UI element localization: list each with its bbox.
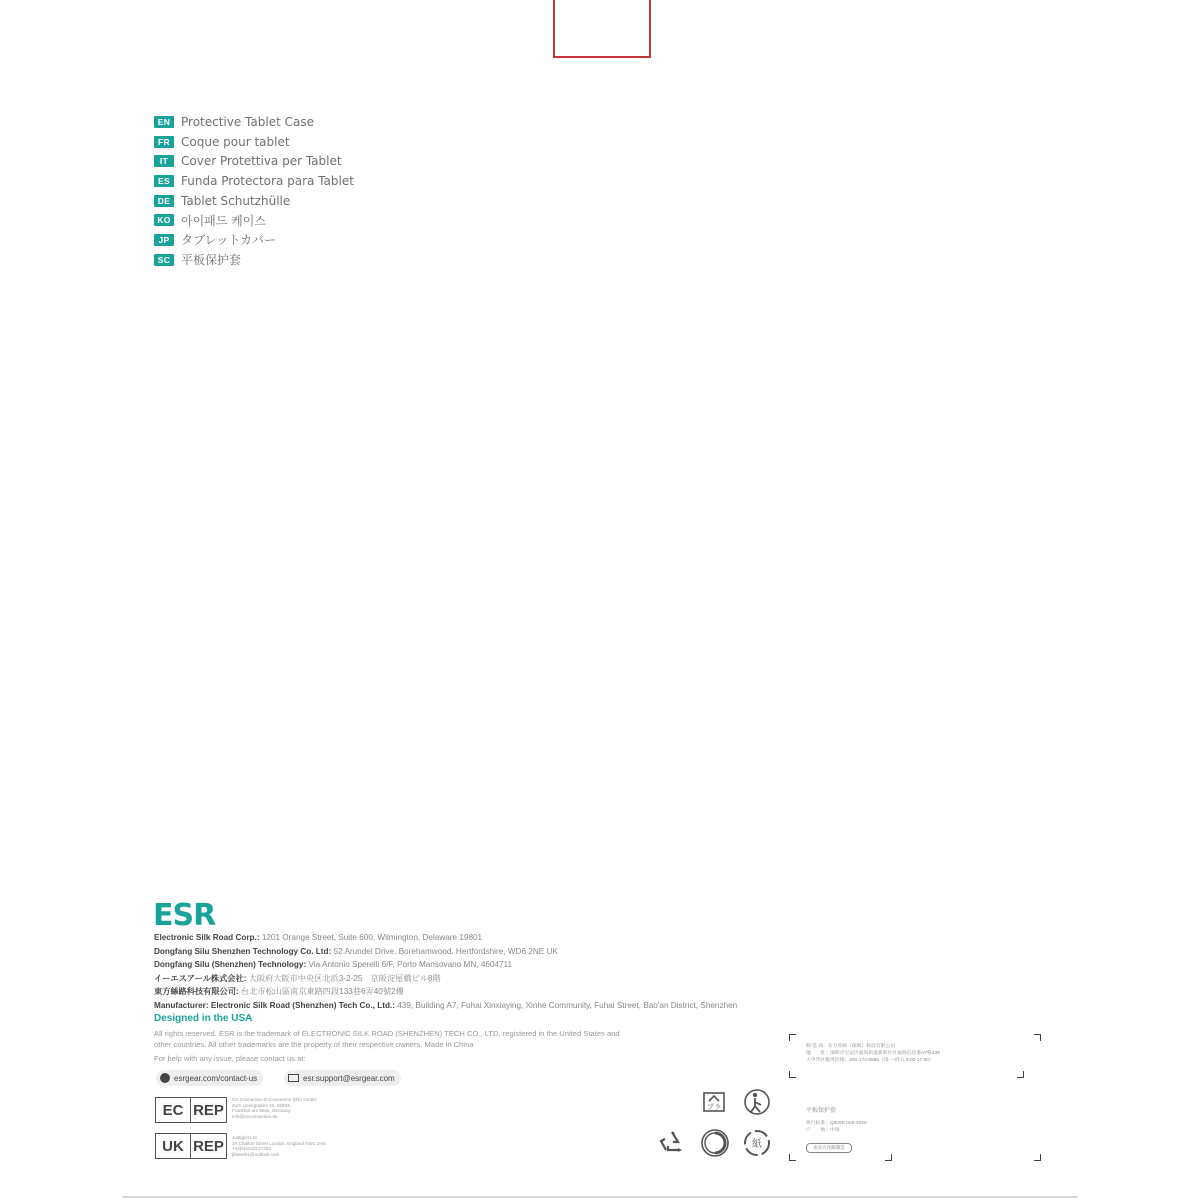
company-address: Via Antonio Sperelli 6/F, Porto Mansovano MN, 4604711	[306, 960, 513, 970]
language-code-badge: JP	[154, 234, 174, 246]
help-text: For help with any issue, please contact us at:	[154, 1054, 306, 1063]
language-code-badge: ES	[154, 175, 174, 187]
address-line	[154, 931, 834, 945]
address-line	[154, 945, 834, 959]
language-item	[154, 112, 354, 132]
red-outline-box	[553, 0, 651, 58]
language-item	[154, 191, 354, 211]
crop-mark	[1017, 1071, 1024, 1078]
esr-logo: ESR	[153, 898, 216, 933]
address-line	[154, 958, 834, 972]
language-item	[154, 151, 354, 171]
address-line	[154, 985, 834, 999]
rights-statement: All rights reserved. ESR is the trademark of ELECTRONIC SILK ROAD (SHENZHEN) TECH CO., LTD, registered in the United States and other countries. All other trademarks are the property of their respective owners. Made in China	[154, 1029, 620, 1049]
language-code-badge: SC	[154, 254, 174, 266]
language-product-name: Cover Protettiva per Tablet	[181, 154, 342, 169]
language-item	[154, 171, 354, 191]
cn-label-badge: 由东方丝路制造	[806, 1143, 852, 1153]
bottom-divider	[122, 1196, 1078, 1198]
crop-mark	[789, 1071, 796, 1078]
mail-icon	[288, 1074, 299, 1082]
language-code-badge: KO	[154, 214, 174, 226]
svg-text:プラ: プラ	[707, 1103, 721, 1111]
crop-mark	[789, 1154, 796, 1161]
pap-recycling-icon	[699, 1087, 729, 1117]
language-list	[154, 112, 354, 270]
cn-origin: 产 地：中国	[806, 1128, 840, 1133]
address-line	[154, 999, 834, 1013]
company-name: Manufacturer: Electronic Silk Road (Shenzhen) Tech Co., Ltd.:	[154, 1000, 395, 1010]
language-product-name: Funda Protectora para Tablet	[181, 173, 354, 188]
language-product-name: Coque pour tablet	[181, 134, 290, 149]
uk-rep-details: Justignit Ltd 1A Chalton Street London, England NW1 1HS +44(0)2033137254 jblaws01@outlook.com	[232, 1135, 326, 1157]
company-address: 大阪府大阪市中央区北浜3-2-25 京阪淀屋橋ビル8階	[246, 973, 441, 983]
company-address: 52 Arundel Drive, Borehamwood, Hertfordshire, WD6 2NE UK	[331, 946, 558, 956]
company-name: イーエスアール株式会社:	[154, 973, 247, 983]
language-product-name: Protective Tablet Case	[181, 114, 314, 129]
company-address: 台北市松山區南京東路四段133巷6弄40號2樓	[238, 987, 404, 997]
language-item	[154, 132, 354, 152]
email-link[interactable]	[284, 1070, 401, 1086]
language-product-name: 平板保护套	[181, 253, 242, 268]
cn-standard: 执行标准：Q/ESR 002-2020	[806, 1121, 867, 1126]
tidyman-icon	[742, 1087, 772, 1117]
crop-mark	[1034, 1034, 1041, 1041]
email-link-label: esr.support@esrgear.com	[303, 1073, 395, 1083]
crop-mark	[1034, 1154, 1041, 1161]
address-line	[154, 972, 834, 986]
language-product-name: タブレットカバー	[181, 233, 277, 248]
company-address: 1201 Orange Street, Suite 600, Wilmington, Delaware 19801	[259, 933, 483, 942]
language-item	[154, 230, 354, 250]
crop-mark	[885, 1154, 892, 1161]
ec-rep-left: EC	[155, 1097, 191, 1123]
ec-rep-right: REP	[191, 1097, 227, 1123]
cn-label-line: 制 造 商：东方丝路（深圳）科技有限公司	[806, 1044, 896, 1049]
cn-label-line: 地 址：深圳市宝安区福海街道新和社区福海信息港A7栋439	[806, 1051, 940, 1056]
cn-product-name: 平板保护套	[806, 1108, 837, 1114]
language-item	[154, 210, 354, 230]
uk-rep-left: UK	[155, 1133, 191, 1159]
uk-rep-mark	[155, 1133, 227, 1159]
language-code-badge: DE	[154, 195, 174, 207]
ec-rep-details: CE Connection E-Commerce (DE) GmbH Zum Linnegraben 20, 65933, Frankfurt am Main, Germany info@ceconnection.de	[232, 1097, 317, 1119]
language-product-name: Tablet Schutzhülle	[181, 193, 291, 208]
company-name: 東方絲路科技有限公司:	[154, 987, 239, 997]
language-code-badge: FR	[154, 136, 174, 148]
language-code-badge: IT	[154, 155, 174, 167]
globe-icon	[160, 1073, 170, 1083]
company-address: 439, Building A7, Fuhai Xinxiaying, Xinhe Community, Fuhai Street, Bao'an District, Shenzhen	[394, 1000, 738, 1010]
green-dot-icon	[700, 1128, 730, 1158]
company-addresses	[154, 931, 834, 1013]
website-link[interactable]	[156, 1070, 263, 1086]
company-name: Dongfang Silu (Shenzhen) Technology:	[154, 960, 307, 970]
crop-mark	[789, 1034, 796, 1041]
svg-text:紙: 紙	[752, 1139, 762, 1150]
ec-rep-mark	[155, 1097, 227, 1123]
uk-rep-right: REP	[191, 1133, 227, 1159]
mobius-recycle-icon	[657, 1128, 687, 1158]
language-code-badge: EN	[154, 116, 174, 128]
cn-label-line: 大中华区服务热线：400-172-6666（周一-周五 9:00-17:00）	[806, 1058, 934, 1063]
language-item	[154, 250, 354, 270]
company-name: Electronic Silk Road Corp.:	[154, 933, 260, 942]
paper-recycle-icon	[742, 1128, 772, 1158]
language-product-name: 아이패드 케이스	[181, 213, 266, 228]
company-name: Dongfang Silu Shenzhen Technology Co. Ltd:	[154, 946, 332, 956]
designed-in-usa: Designed in the USA	[154, 1013, 253, 1024]
website-link-label: esrgear.com/contact-us	[174, 1073, 258, 1083]
